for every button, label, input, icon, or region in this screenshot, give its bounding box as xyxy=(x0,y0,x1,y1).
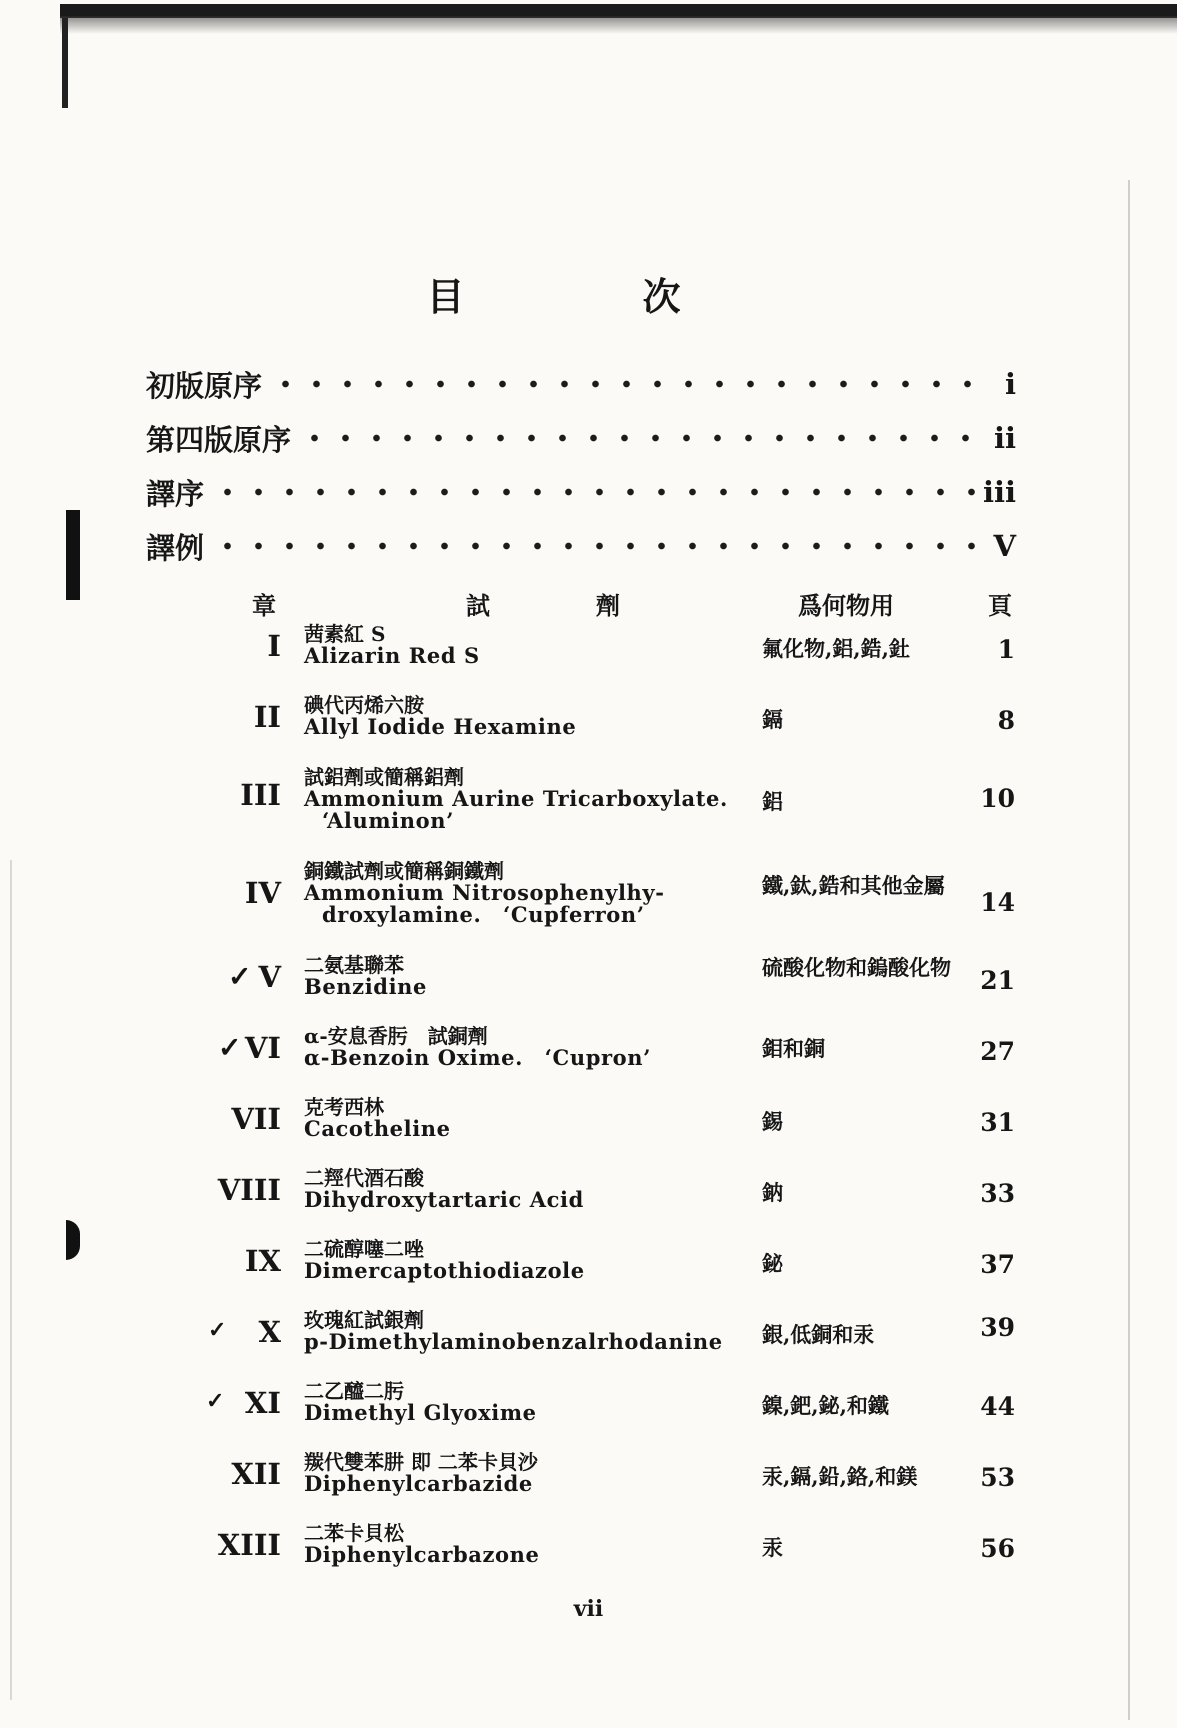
page-number: 8 xyxy=(997,706,1015,735)
page-number: 39 xyxy=(980,1313,1015,1342)
front-matter-label: 初版原序 xyxy=(146,368,263,403)
chapter-number: XII xyxy=(231,1457,281,1491)
chapter-number: XIII xyxy=(217,1528,281,1562)
reagent-name-en: Dimercaptothiodiazole xyxy=(304,1258,585,1283)
reagent-name-en: droxylamine. ‘Cupferron’ xyxy=(322,902,645,927)
chapter-number: V xyxy=(258,960,281,994)
reagent xyxy=(304,954,774,998)
leader-dots xyxy=(270,380,990,388)
leader-dots xyxy=(299,434,986,442)
chapter-number: IX xyxy=(244,1244,281,1278)
check-mark: ✓ xyxy=(208,1317,227,1343)
reagent-name-cn: 二硫醇噻二唑 xyxy=(304,1237,424,1261)
reagent-name-cn: 二苯卡貝松 xyxy=(304,1521,404,1545)
front-matter-page: ii xyxy=(993,421,1016,455)
front-matter-page: i xyxy=(1004,367,1016,401)
reagent xyxy=(304,1451,774,1495)
reagent-name-cn: 玫瑰紅試銀劑 xyxy=(304,1308,424,1332)
reagent xyxy=(304,860,774,926)
check-mark: ✓ xyxy=(206,1388,225,1414)
check-mark: ✓ xyxy=(218,1031,242,1064)
reagent-name-en: Dihydroxytartaric Acid xyxy=(304,1187,584,1212)
header-use: 爲何物用 xyxy=(798,591,894,620)
header-reagent-1: 試 xyxy=(466,591,490,620)
front-matter-page: V xyxy=(993,529,1016,563)
front-matter-item xyxy=(146,526,1016,566)
page-number: 14 xyxy=(980,888,1015,917)
page-number: 37 xyxy=(980,1250,1015,1279)
reagent-use: 汞 xyxy=(762,1535,783,1560)
reagent-name-en: Benzidine xyxy=(304,974,427,999)
reagent xyxy=(304,623,774,667)
scan-top-shadow xyxy=(60,16,1177,34)
reagent-use: 鉬和銅 xyxy=(762,1036,825,1061)
reagent xyxy=(304,1522,774,1566)
front-matter-item xyxy=(146,418,1016,458)
chapter-number: II xyxy=(253,700,281,734)
reagent-name-cn: 羰代雙苯肼 即 二苯卡貝沙 xyxy=(304,1450,538,1474)
reagent-name-en: p-Dimethylaminobenzalrhodanine xyxy=(304,1329,723,1354)
reagent-name-en: Allyl Iodide Hexamine xyxy=(304,714,577,739)
reagent-name-cn: 茜素紅 S xyxy=(304,622,386,646)
reagent-name-en: Alizarin Red S xyxy=(304,643,480,668)
page-number: 10 xyxy=(980,784,1015,813)
page-title: 目 次 xyxy=(426,274,751,319)
page-number: 31 xyxy=(980,1108,1015,1137)
chapter-number: VI xyxy=(244,1031,281,1065)
scan-left-line xyxy=(10,860,12,1700)
front-matter-label: 譯序 xyxy=(146,476,205,511)
chapter-number: IV xyxy=(244,876,281,910)
reagent-name-en: Dimethyl Glyoxime xyxy=(304,1400,537,1425)
chapter-number: XI xyxy=(244,1386,281,1420)
reagent-name-cn: 銅鐵試劑或簡稱銅鐵劑 xyxy=(304,859,504,883)
reagent-use: 鋁 xyxy=(762,789,783,814)
scan-left-edge xyxy=(62,18,68,108)
chapter-number: I xyxy=(267,629,281,663)
header-chapter: 章 xyxy=(252,591,276,620)
reagent-use: 鎘 xyxy=(762,707,783,732)
leader-dots xyxy=(212,542,985,550)
chapter-number: X xyxy=(258,1315,281,1349)
chapter-number: VIII xyxy=(217,1173,281,1207)
leader-dots xyxy=(212,488,975,496)
reagent-name-cn: 試鋁劑或簡稱鋁劑 xyxy=(304,765,464,789)
reagent xyxy=(304,1238,774,1282)
reagent-use: 鈉 xyxy=(762,1180,783,1205)
page-folio: vii xyxy=(573,1596,604,1622)
reagent-use: 鉍 xyxy=(762,1251,783,1276)
reagent xyxy=(304,1167,774,1211)
reagent-name-en: Diphenylcarbazide xyxy=(304,1471,533,1496)
reagent-name-cn: 克考西林 xyxy=(304,1095,384,1119)
page-number: 44 xyxy=(980,1392,1015,1421)
reagent-use: 鎳,鈀,鉍,和鐵 xyxy=(762,1393,889,1418)
front-matter-label: 譯例 xyxy=(146,530,205,565)
reagent-name-en: ‘Aluminon’ xyxy=(322,808,455,833)
reagent-name-en: Ammonium Aurine Tricarboxylate. xyxy=(304,786,728,811)
reagent-use: 錫 xyxy=(762,1109,783,1134)
reagent xyxy=(304,1096,774,1140)
page-number: 56 xyxy=(980,1534,1015,1563)
reagent xyxy=(304,1025,774,1069)
chapter-number: VII xyxy=(231,1102,281,1136)
reagent-name-cn: 二氨基聯苯 xyxy=(304,953,404,977)
header-page: 頁 xyxy=(988,591,1012,620)
reagent xyxy=(304,1309,774,1353)
front-matter-label: 第四版原序 xyxy=(146,422,292,457)
reagent-use: 銀,低銅和汞 xyxy=(762,1322,875,1347)
scan-binding-mark xyxy=(66,1220,80,1260)
reagent-use: 氟化物,鋁,鋯,釷 xyxy=(762,636,910,661)
reagent-name-cn: α-安息香肟 試銅劑 xyxy=(304,1024,488,1048)
page-number: 21 xyxy=(980,966,1015,995)
reagent-name-en: Ammonium Nitrosophenylhy- xyxy=(304,880,665,905)
reagent-name-en: α-Benzoin Oxime. ‘Cupron’ xyxy=(304,1045,652,1070)
check-mark: ✓ xyxy=(228,960,252,993)
reagent xyxy=(304,766,774,832)
reagent xyxy=(304,694,774,738)
reagent-name-cn: 二羥代酒石酸 xyxy=(304,1166,424,1190)
front-matter-item xyxy=(146,472,1016,512)
reagent-name-en: Diphenylcarbazone xyxy=(304,1542,540,1567)
page-number: 53 xyxy=(980,1463,1015,1492)
scan-right-edge xyxy=(1128,180,1130,1720)
header-reagent-2: 劑 xyxy=(596,591,620,620)
reagent-name-en: Cacotheline xyxy=(304,1116,451,1141)
scan-binding-mark xyxy=(66,510,80,600)
front-matter-item xyxy=(146,364,1016,404)
page-number: 1 xyxy=(997,635,1015,664)
chapter-number: III xyxy=(240,778,281,812)
reagent-name-cn: 二乙醯二肟 xyxy=(304,1379,404,1403)
front-matter-page: iii xyxy=(982,475,1016,509)
reagent xyxy=(304,1380,774,1424)
reagent-use: 汞,鎘,鉛,鉻,和鎂 xyxy=(762,1464,918,1489)
reagent-name-cn: 碘代丙烯六胺 xyxy=(304,693,424,717)
page-number: 27 xyxy=(980,1037,1015,1066)
page-number: 33 xyxy=(980,1179,1015,1208)
reagent-use: 鐵,鈦,鋯和其他金屬 xyxy=(762,873,945,898)
reagent-use: 硫酸化物和鎢酸化物 xyxy=(762,955,951,980)
